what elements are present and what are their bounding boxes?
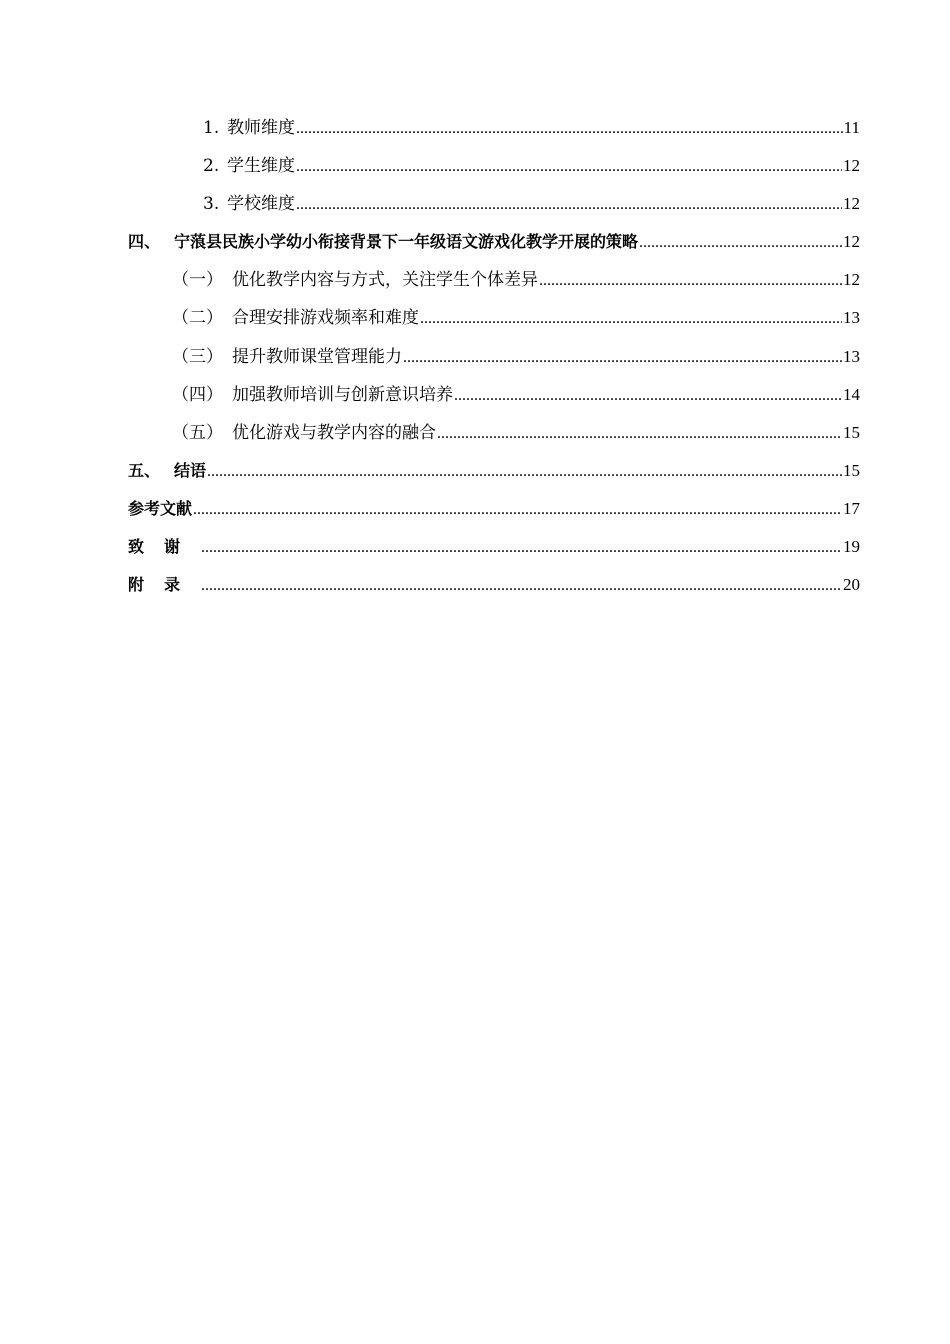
toc-entry-number: 四、 <box>128 232 161 252</box>
toc-entry-number: 3. <box>203 194 220 215</box>
toc-dot-leader <box>639 224 842 262</box>
toc-entry-page: 13 <box>843 308 860 328</box>
toc-entry-title: 教师维度 <box>227 118 295 138</box>
toc-entry-page: 14 <box>843 384 860 404</box>
toc-dot-leader <box>539 262 842 300</box>
table-of-contents <box>128 109 860 604</box>
toc-entry[interactable] <box>128 261 860 299</box>
toc-entry-number: （三） <box>172 346 223 367</box>
toc-entry-page: 12 <box>843 194 860 214</box>
toc-entry[interactable] <box>128 528 860 566</box>
toc-entry-title: 优化游戏与教学内容的融合 <box>232 422 436 443</box>
toc-entry-title: 合理安排游戏频率和难度 <box>232 308 419 329</box>
toc-entry[interactable] <box>128 490 860 528</box>
toc-entry-page: 12 <box>843 270 860 290</box>
toc-entry[interactable] <box>128 338 860 376</box>
toc-entry-title: 结语 <box>174 460 207 480</box>
toc-entry-title: 优化教学内容与方式，关注学生个体差异 <box>232 270 538 291</box>
toc-entry-page: 13 <box>843 346 860 366</box>
toc-entry-page: 17 <box>843 498 860 518</box>
toc-dot-leader <box>207 453 842 491</box>
toc-entry-page: 12 <box>843 232 860 252</box>
toc-entry-page: 11 <box>843 118 860 137</box>
toc-dot-leader <box>403 339 842 377</box>
toc-entry[interactable] <box>128 376 860 414</box>
toc-entry[interactable] <box>128 147 860 185</box>
toc-entry-title: 提升教师课堂管理能力 <box>232 346 402 367</box>
toc-dot-leader <box>437 415 842 453</box>
toc-dot-leader <box>420 300 842 338</box>
toc-entry[interactable] <box>128 452 860 490</box>
toc-entry-title: 加强教师培训与创新意识培养 <box>232 384 453 405</box>
toc-entry-number: 2. <box>203 156 220 177</box>
toc-entry-title: 致谢 <box>128 537 201 557</box>
toc-dot-leader <box>193 491 842 529</box>
toc-entry[interactable] <box>128 109 860 147</box>
toc-entry-page: 19 <box>843 537 860 557</box>
toc-dot-leader <box>454 377 842 415</box>
toc-entry-title: 学生维度 <box>227 156 295 177</box>
toc-entry[interactable] <box>128 299 860 337</box>
toc-entry-page: 20 <box>843 575 860 595</box>
toc-entry-title: 学校维度 <box>227 194 295 215</box>
toc-entry[interactable] <box>128 414 860 452</box>
toc-entry-number: （一） <box>172 270 223 291</box>
toc-entry-number: 五、 <box>128 460 161 480</box>
toc-entry-number: （五） <box>172 422 223 443</box>
toc-entry-number: （四） <box>172 384 223 405</box>
toc-entry-number: 1. <box>203 118 220 138</box>
toc-dot-leader <box>201 529 842 567</box>
toc-entry-page: 15 <box>843 460 860 480</box>
toc-entry[interactable] <box>128 185 860 223</box>
toc-dot-leader <box>296 110 843 148</box>
toc-dot-leader <box>296 186 842 224</box>
toc-dot-leader <box>201 567 842 605</box>
toc-entry-number: （二） <box>172 308 223 329</box>
toc-entry-page: 15 <box>843 422 860 442</box>
toc-entry[interactable] <box>128 566 860 604</box>
toc-entry-title: 参考文献 <box>128 498 193 518</box>
toc-entry-title: 附录 <box>128 575 201 595</box>
toc-entry-title: 宁蒗县民族小学幼小衔接背景下一年级语文游戏化教学开展的策略 <box>174 232 639 252</box>
toc-entry-page: 12 <box>843 156 860 176</box>
toc-entry[interactable] <box>128 223 860 261</box>
toc-dot-leader <box>296 148 842 186</box>
